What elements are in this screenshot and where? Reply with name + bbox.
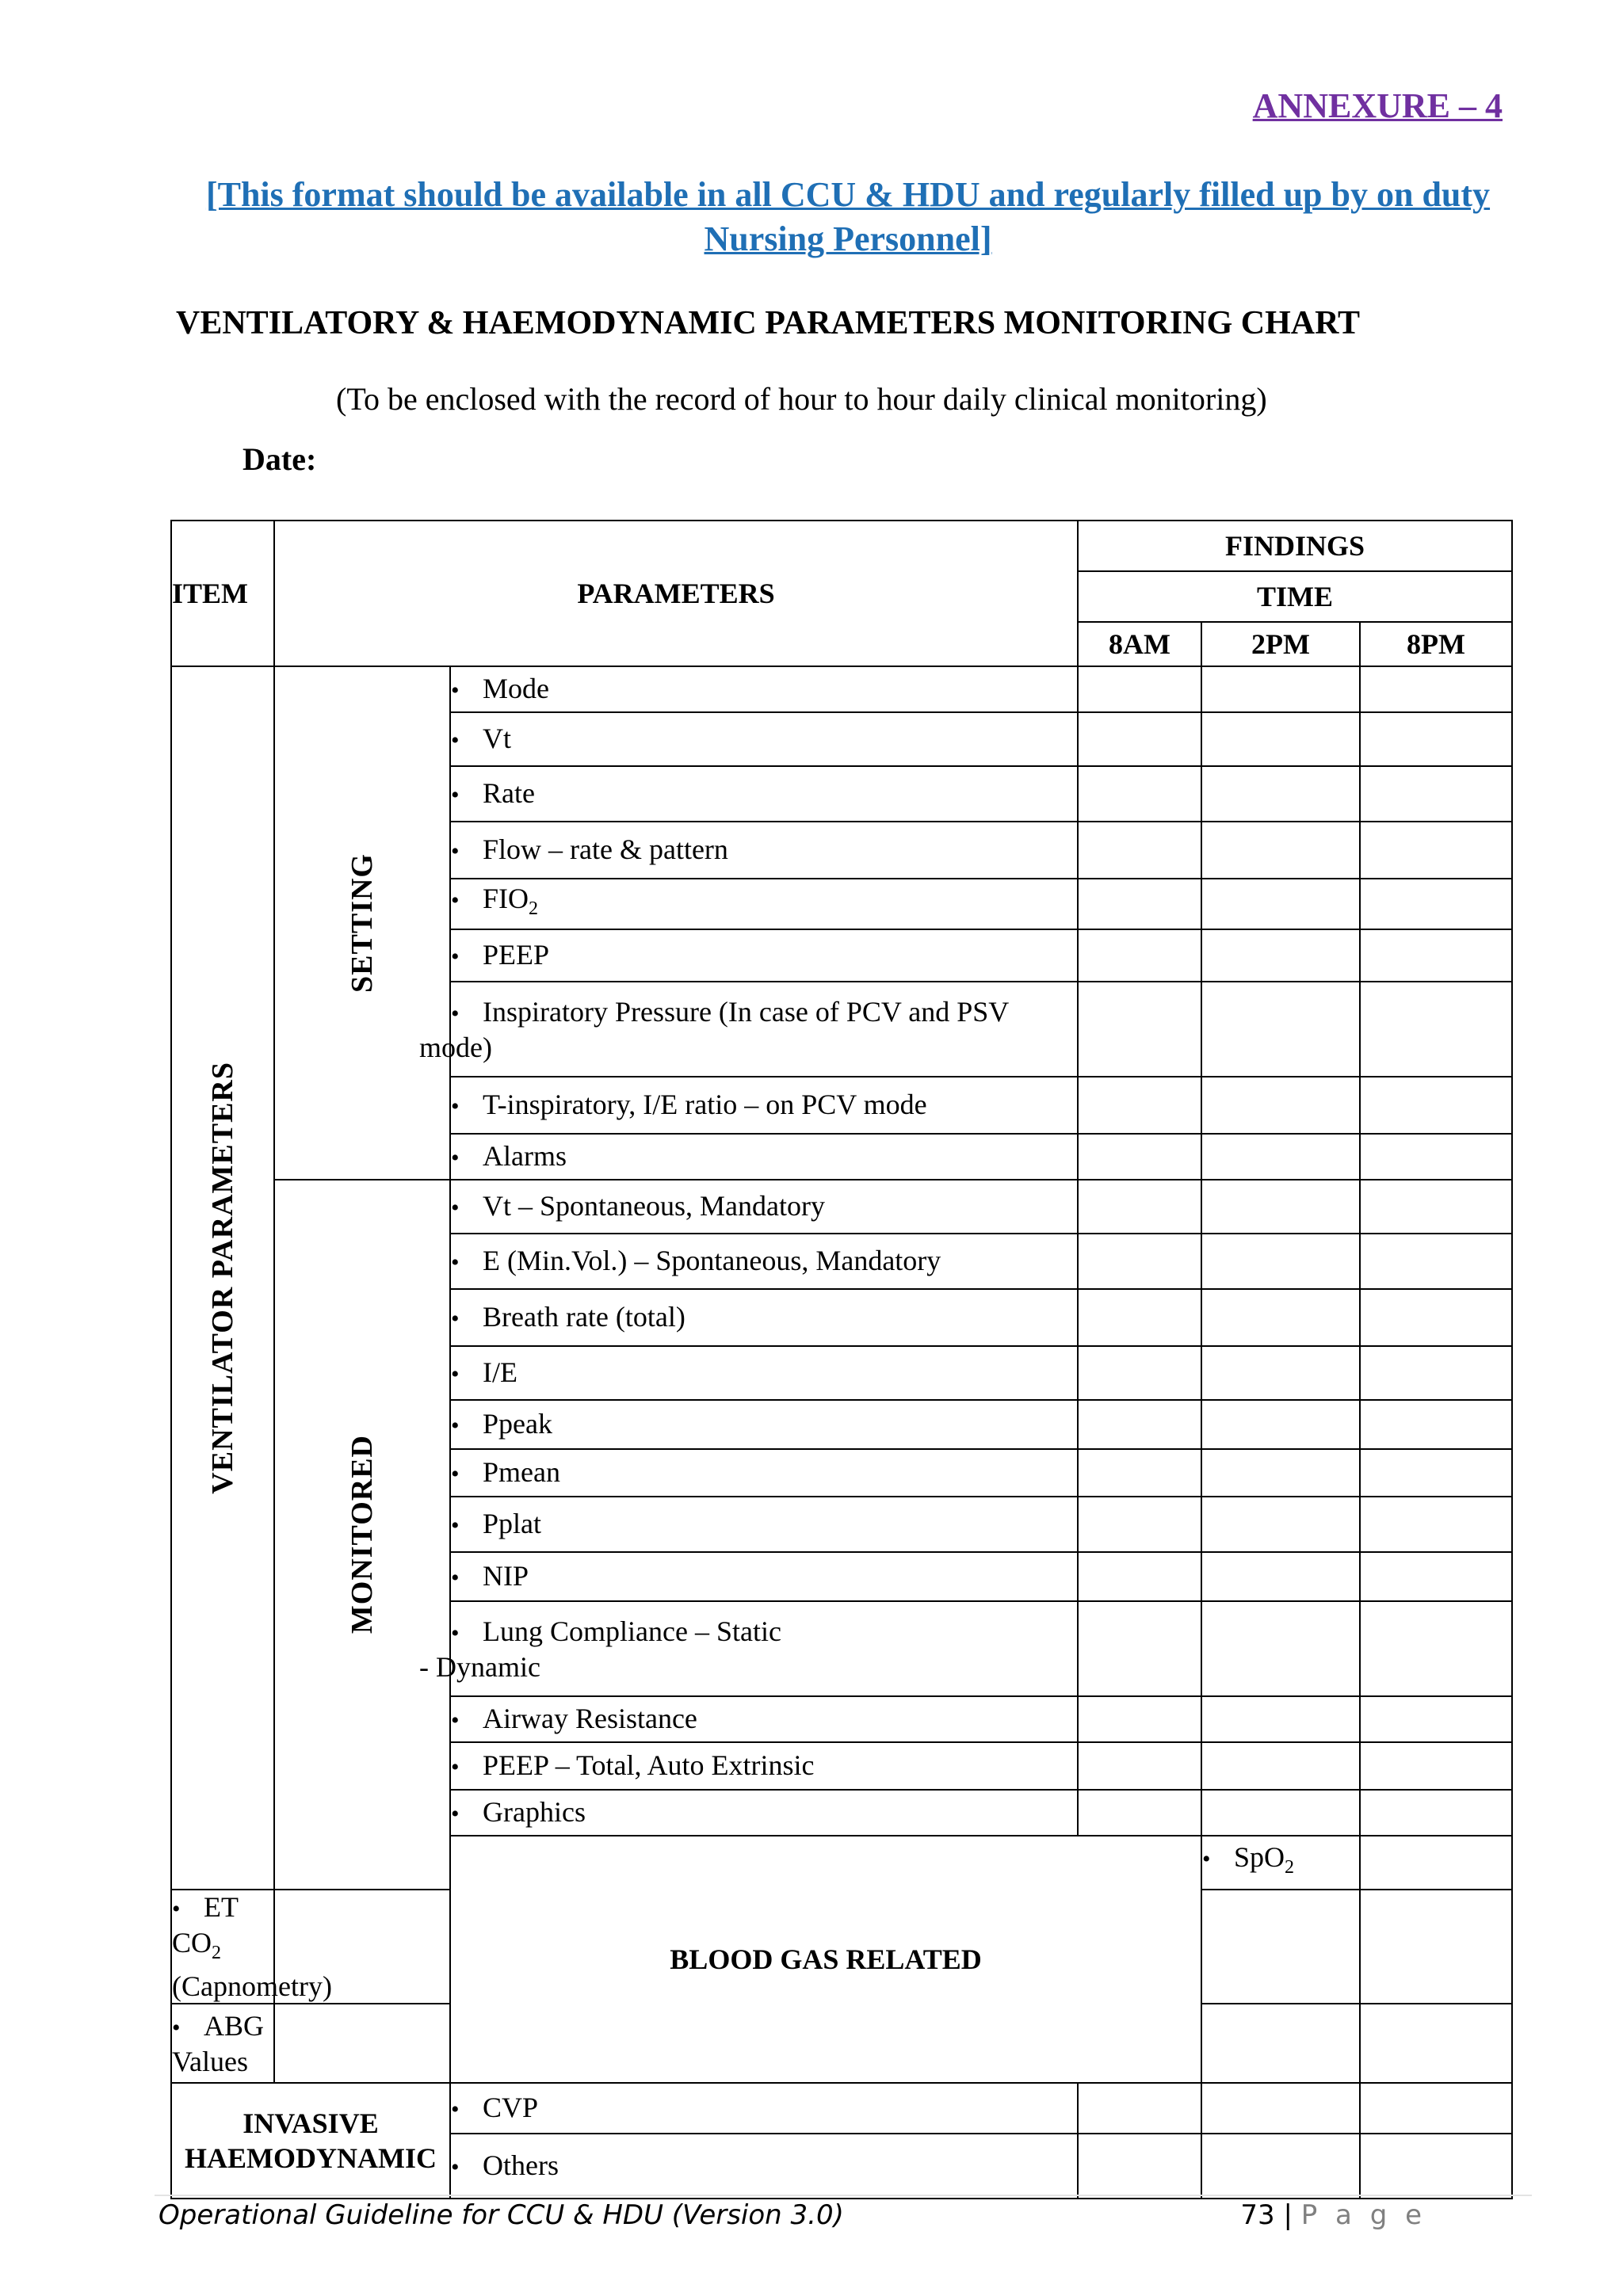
finding-cell[interactable] — [1078, 666, 1201, 712]
param-breath-rate: • Breath rate (total) — [450, 1289, 1078, 1346]
finding-cell[interactable] — [1078, 1449, 1201, 1497]
finding-cell[interactable] — [1078, 1790, 1201, 1836]
param-rate: • Rate — [450, 766, 1078, 822]
param-alarms: • Alarms — [450, 1134, 1078, 1180]
param-ppeak: • Ppeak — [450, 1400, 1078, 1449]
finding-cell[interactable] — [1201, 1742, 1360, 1790]
finding-cell[interactable] — [1078, 982, 1201, 1077]
finding-cell[interactable] — [1201, 1601, 1360, 1696]
finding-cell[interactable] — [1201, 1134, 1360, 1180]
param-spo2: • SpO$_2$ — [1201, 1836, 1360, 1890]
finding-cell[interactable] — [1360, 2134, 1512, 2199]
finding-cell[interactable] — [1078, 766, 1201, 822]
finding-cell[interactable] — [1201, 1289, 1360, 1346]
finding-cell[interactable] — [1360, 1400, 1512, 1449]
param-inspiratory-pressure: • Inspiratory Pressure (In case of PCV and PSV mode) — [450, 982, 1078, 1077]
chart-title: VENTILATORY & HAEMODYNAMIC PARAMETERS MONITORING CHART — [176, 305, 1360, 341]
finding-cell[interactable] — [1360, 1696, 1512, 1742]
finding-cell[interactable] — [1360, 879, 1512, 929]
date-label: Date: — [242, 441, 317, 477]
monitored-label: MONITORED — [274, 1180, 450, 1890]
param-peep: • PEEP — [450, 929, 1078, 982]
finding-cell[interactable] — [1078, 1077, 1201, 1134]
finding-cell[interactable] — [1078, 879, 1201, 929]
finding-cell[interactable] — [1360, 1134, 1512, 1180]
finding-cell[interactable] — [1078, 1742, 1201, 1790]
finding-cell[interactable] — [1360, 1077, 1512, 1134]
param-mode: • Mode — [450, 666, 1078, 712]
footer-document-title: Operational Guideline for CCU & HDU (Version 3.0) — [158, 2199, 844, 2231]
invasive-haemodynamic-label: INVASIVE HAEMODYNAMIC — [171, 2083, 450, 2199]
annexure-label: ANNEXURE – 4 — [1252, 86, 1503, 125]
param-flow: • Flow – rate & pattern — [450, 822, 1078, 879]
time-header: TIME — [1078, 571, 1512, 622]
finding-cell[interactable] — [1201, 822, 1360, 879]
finding-cell[interactable] — [1078, 1346, 1201, 1400]
finding-cell[interactable] — [1078, 1552, 1201, 1601]
finding-cell[interactable] — [1201, 1180, 1360, 1234]
finding-cell[interactable] — [1360, 1890, 1512, 2004]
finding-cell[interactable] — [1360, 666, 1512, 712]
monitoring-chart-table — [170, 520, 1513, 2199]
finding-cell[interactable] — [1201, 1890, 1360, 2004]
param-pmean: • Pmean — [450, 1449, 1078, 1497]
finding-cell[interactable] — [1078, 1497, 1201, 1552]
findings-header: FINDINGS — [1078, 521, 1512, 571]
param-lung-compliance: • Lung Compliance – Static - Dynamic — [450, 1601, 1078, 1696]
finding-cell[interactable] — [1201, 1077, 1360, 1134]
finding-cell[interactable] — [1078, 1234, 1201, 1289]
finding-cell[interactable] — [1360, 929, 1512, 982]
finding-cell[interactable] — [1078, 929, 1201, 982]
finding-cell[interactable] — [1078, 1400, 1201, 1449]
param-vt: • Vt — [450, 712, 1078, 766]
item-header: ITEM — [171, 521, 274, 666]
finding-cell[interactable] — [1201, 766, 1360, 822]
finding-cell[interactable] — [1201, 929, 1360, 982]
param-min-vol: • E (Min.Vol.) – Spontaneous, Mandatory — [450, 1234, 1078, 1289]
format-instruction: [This format should be available in all CCU & HDU and regularly filled up by on duty Nursing Personnel] — [205, 175, 1491, 258]
finding-cell[interactable] — [1078, 1696, 1201, 1742]
finding-cell[interactable] — [1201, 2004, 1360, 2083]
finding-cell[interactable] — [1201, 982, 1360, 1077]
footer-divider — [155, 2195, 1532, 2196]
finding-cell[interactable] — [1201, 1400, 1360, 1449]
param-ie: • I/E — [450, 1346, 1078, 1400]
time-2pm-header: 2PM — [1201, 622, 1360, 666]
finding-cell[interactable] — [1360, 1449, 1512, 1497]
param-etco2: • ET $CO_2$ (Capnometry) — [172, 1891, 332, 2003]
finding-cell[interactable] — [1360, 1601, 1512, 1696]
finding-cell[interactable] — [1360, 1346, 1512, 1400]
finding-cell[interactable] — [1201, 666, 1360, 712]
finding-cell[interactable] — [1360, 712, 1512, 766]
param-airway-resistance: • Airway Resistance — [450, 1696, 1078, 1742]
finding-cell[interactable] — [1201, 879, 1360, 929]
ventilator-parameters-label: VENTILATOR PARAMETERS — [171, 666, 274, 1890]
param-cvp: • CVP — [450, 2083, 1078, 2134]
param-pplat: • Pplat — [450, 1497, 1078, 1552]
finding-cell[interactable] — [1078, 1601, 1201, 1696]
finding-cell[interactable] — [1078, 1180, 1201, 1234]
finding-cell[interactable] — [1360, 1180, 1512, 1234]
param-t-inspiratory: • T-inspiratory, I/E ratio – on PCV mode — [450, 1077, 1078, 1134]
finding-cell[interactable] — [1360, 982, 1512, 1077]
parameters-header: PARAMETERS — [274, 521, 1078, 666]
finding-cell[interactable] — [1201, 1234, 1360, 1289]
finding-cell[interactable] — [1201, 1346, 1360, 1400]
finding-cell[interactable] — [1201, 1449, 1360, 1497]
finding-cell[interactable] — [1201, 712, 1360, 766]
finding-cell[interactable] — [274, 2004, 450, 2083]
finding-cell[interactable] — [1078, 712, 1201, 766]
param-abg: • ABG Values — [171, 2004, 274, 2083]
finding-cell[interactable] — [1078, 2134, 1201, 2199]
finding-cell[interactable] — [1078, 822, 1201, 879]
setting-label: SETTING — [274, 666, 450, 1180]
chart-subtitle: (To be enclosed with the record of hour to hour daily clinical monitoring) — [336, 381, 1267, 417]
finding-cell[interactable] — [1201, 1696, 1360, 1742]
finding-cell[interactable] — [1201, 2134, 1360, 2199]
finding-cell[interactable] — [1360, 1836, 1512, 1890]
finding-cell[interactable] — [1360, 1742, 1512, 1790]
finding-cell[interactable] — [1360, 1234, 1512, 1289]
finding-cell[interactable] — [1360, 1497, 1512, 1552]
footer-page-number: 73 | P a g e — [1240, 2199, 1426, 2231]
finding-cell[interactable] — [1201, 2083, 1360, 2134]
param-fio2: • $FIO_2$ — [450, 879, 1078, 929]
param-peep-total: • PEEP – Total, Auto Extrinsic — [450, 1742, 1078, 1790]
finding-cell[interactable] — [1201, 1552, 1360, 1601]
param-others: • Others — [450, 2134, 1078, 2199]
param-vt-spontaneous: • Vt – Spontaneous, Mandatory — [450, 1180, 1078, 1234]
blood-gas-label: BLOOD GAS RELATED — [450, 1836, 1201, 2083]
finding-cell[interactable] — [1360, 2083, 1512, 2134]
finding-cell[interactable] — [1360, 2004, 1512, 2083]
finding-cell[interactable] — [1360, 1289, 1512, 1346]
finding-cell[interactable] — [1201, 1497, 1360, 1552]
finding-cell[interactable] — [1078, 1134, 1201, 1180]
finding-cell[interactable] — [1360, 766, 1512, 822]
param-nip: • NIP — [450, 1552, 1078, 1601]
finding-cell[interactable] — [1360, 1552, 1512, 1601]
finding-cell[interactable] — [1360, 1790, 1512, 1836]
finding-cell[interactable] — [1201, 1790, 1360, 1836]
finding-cell[interactable] — [1078, 1289, 1201, 1346]
finding-cell[interactable] — [1078, 2083, 1201, 2134]
finding-cell[interactable] — [1360, 822, 1512, 879]
time-8pm-header: 8PM — [1360, 622, 1512, 666]
param-graphics: • Graphics — [450, 1790, 1078, 1836]
time-8am-header: 8AM — [1078, 622, 1201, 666]
